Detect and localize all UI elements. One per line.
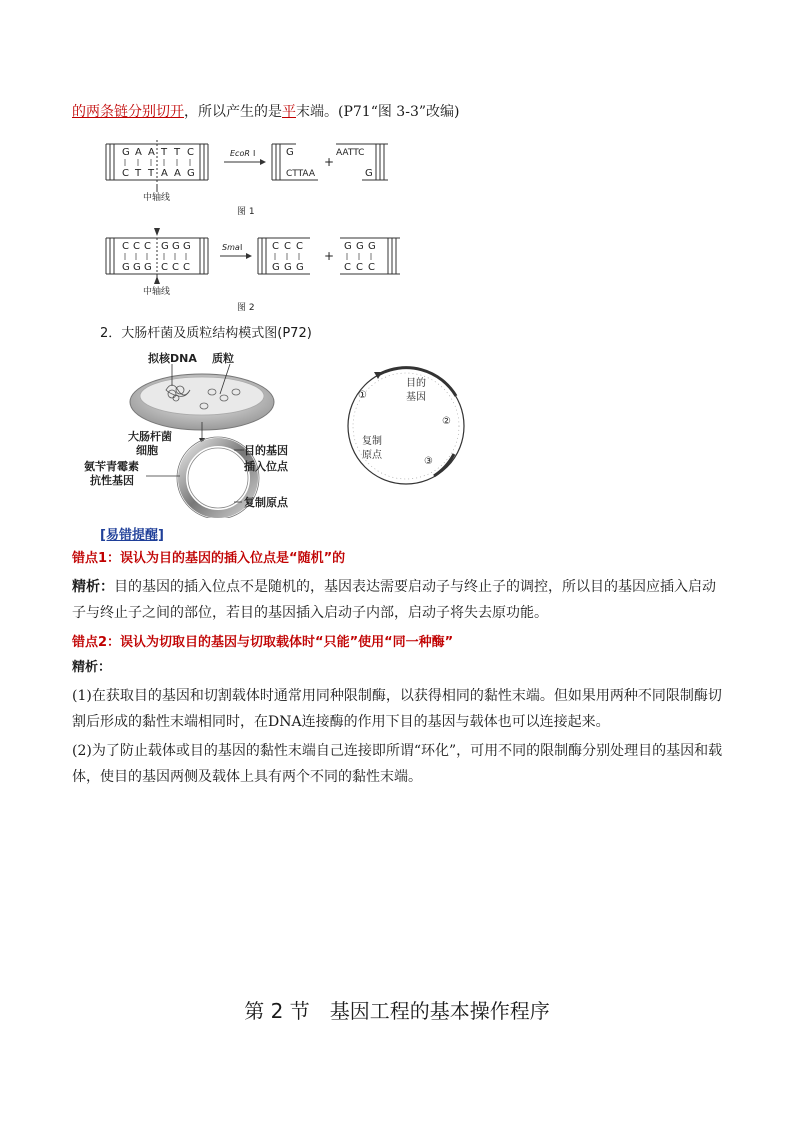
map-mark-3: ③ — [424, 456, 433, 467]
f2-bot-5: C — [183, 262, 190, 273]
f2-b-bot-0: C — [344, 262, 351, 273]
f2-top-2: C — [144, 241, 151, 252]
label-resist-1: 氨苄青霉素 — [84, 460, 139, 473]
f2-b-top-2: G — [368, 241, 376, 252]
label-nucleoid: 拟核DNA — [148, 352, 197, 365]
f2-bot-0: G — [122, 262, 130, 273]
f1-arrow — [224, 149, 266, 165]
label-ecoli-1: 大肠杆菌 — [128, 430, 172, 443]
figure-smai-cut — [100, 224, 420, 316]
f2-enzyme-suffix: Ⅰ — [240, 243, 243, 252]
f1-top-3: T — [161, 147, 168, 158]
f2-axis-label: 中轴线 — [143, 287, 171, 297]
f1-bot-3: A — [161, 168, 168, 179]
error1-analysis-text: 目的基因的插入位点不是随机的，基因表达需要启动子与终止子的调控，所以目的基因应插入启动子与终止子之间的部位，若目的基因插入启动子内部，启动子将失去原功能。 — [72, 579, 716, 621]
f1-top-5: C — [187, 147, 194, 158]
error1-analysis-label: 精析： — [72, 579, 114, 595]
figure-ecori-cut — [100, 138, 420, 218]
f2-a-bot-1: G — [284, 262, 292, 273]
f2-a-top-1: C — [284, 241, 291, 252]
map-origin-2: 原点 — [362, 450, 382, 461]
f1-bot-2: T — [148, 168, 155, 179]
f2-plus: + — [324, 249, 335, 263]
label-insert-1: 目的基因 — [244, 444, 288, 457]
f1-top-1: A — [135, 147, 142, 158]
f1-top-0: G — [122, 147, 130, 158]
section2-title: 2．大肠杆菌及质粒结构模式图(P72) — [100, 326, 312, 341]
intro-highlight: 平 — [282, 104, 296, 120]
f1-bot-4: A — [174, 168, 181, 179]
f1-bot-1: T — [135, 168, 142, 179]
f2-cut-arrow-top — [154, 228, 160, 236]
intro-line — [72, 102, 459, 122]
f2-enzyme: Sma — [222, 243, 240, 252]
error1-title: 错点1：误认为目的基因的插入位点是“随机”的 — [72, 551, 346, 566]
f2-arrow — [220, 243, 252, 259]
f2-a-top-0: C — [272, 241, 279, 252]
f1-bot-0: C — [122, 168, 129, 179]
f2-caption: 图 2 — [237, 303, 255, 313]
f2-top-3: G — [161, 241, 169, 252]
error2-point1: (1)在获取目的基因和切割载体时通常用同种限制酶，以获得相同的黏性末端。但如果用两种不同限制酶切割后形成的黏性末端相同时，在DNA连接酶的作用下目的基因与载体也可以连接起来。 — [72, 688, 722, 730]
error2-analysis-label: 精析： — [72, 660, 112, 675]
f1-enzyme-suffix: Ⅰ — [253, 149, 256, 158]
label-resist-2: 抗性基因 — [90, 474, 134, 487]
section-heading: 第 2 节 基因工程的基本操作程序 — [244, 999, 550, 1023]
f2-bot-3: C — [161, 262, 168, 273]
f2-a-bot-0: G — [272, 262, 280, 273]
f1-top-4: T — [174, 147, 181, 158]
figure-plasmid-map — [338, 358, 474, 494]
f2-bot-4: C — [172, 262, 179, 273]
map-mark-1: ① — [358, 390, 367, 401]
f2-b-bot-1: C — [356, 262, 363, 273]
map-origin-1: 复制 — [362, 436, 382, 447]
f2-top-5: G — [183, 241, 191, 252]
figure-ecoli-plasmid — [84, 346, 314, 518]
f2-top-1: C — [133, 241, 140, 252]
error1-analysis — [72, 574, 724, 626]
error2-title: 错点2：误认为切取目的基因与切取载体时“只能”使用“同一种酶” — [72, 635, 454, 650]
f1-plus: + — [324, 155, 335, 169]
f2-top-0: C — [122, 241, 129, 252]
f2-b-bot-2: C — [368, 262, 375, 273]
error2-point2: (2)为了防止载体或目的基因的黏性末端自己连接即所谓“环化”，可用不同的限制酶分别处理目的基因和载体，使目的基因两侧及载体上具有两个不同的黏性末端。 — [72, 743, 723, 785]
intro-underlined: 的两条链分别切开 — [72, 104, 184, 120]
intro-end: 末端。(P71“图 3-3”改编) — [296, 104, 460, 120]
f1-frag-a-top: G — [286, 147, 294, 158]
f2-a-top-2: C — [296, 241, 303, 252]
f2-a-bot-2: G — [296, 262, 304, 273]
f1-axis-label: 中轴线 — [143, 193, 171, 203]
f1-bot-5: G — [187, 168, 195, 179]
tips-label: [易错提醒] — [100, 528, 164, 543]
f1-top-2: A — [148, 147, 155, 158]
f2-b-top-0: G — [344, 241, 352, 252]
f1-frag-b-top: AATTC — [336, 148, 365, 158]
f1-caption: 图 1 — [237, 207, 255, 217]
map-gene-1: 目的 — [406, 378, 426, 389]
label-insert-2: 插入位点 — [244, 460, 288, 473]
f1-enzyme: EcoR — [230, 149, 250, 158]
f2-top-4: G — [172, 241, 180, 252]
f2-cut-arrow-bottom — [154, 276, 160, 284]
f2-bot-1: G — [133, 262, 141, 273]
label-plasmid: 质粒 — [212, 352, 234, 365]
f1-frag-a-bottom: CTTAA — [286, 169, 315, 179]
label-ecoli-2: 细胞 — [136, 444, 158, 457]
map-mark-2: ② — [442, 416, 451, 427]
label-origin: 复制原点 — [244, 496, 288, 509]
intro-middle: ，所以产生的是 — [184, 104, 282, 120]
map-gene-2: 基因 — [406, 392, 426, 403]
f1-frag-b-bottom: G — [365, 168, 373, 179]
f2-b-top-1: G — [356, 241, 364, 252]
f2-bot-2: G — [144, 262, 152, 273]
